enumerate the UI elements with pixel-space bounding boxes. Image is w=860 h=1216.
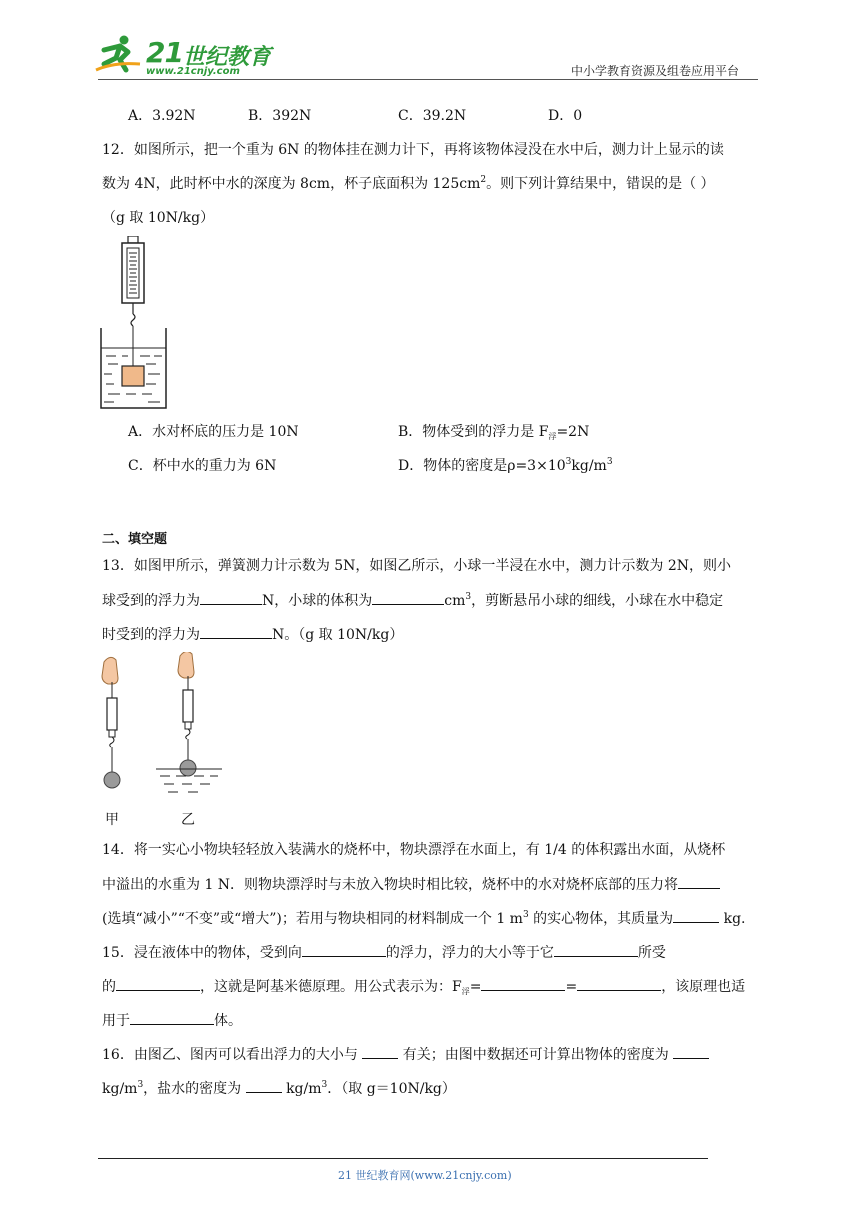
q12-stem-line1: 12．如图所示，把一个重为 6N 的物体挂在测力计下，再将该物体浸没在水中后，测力计上显示的读 [102, 142, 724, 158]
answer-blank[interactable] [362, 1044, 398, 1059]
q16-stem-line2: $kg/m^3$，盐水的密度为 $kg/m^3$．（取 g＝10N/kg） [102, 1080, 456, 1097]
answer-blank[interactable] [302, 942, 386, 957]
figure-label-yi: 乙 [181, 812, 195, 828]
header [0, 0, 860, 90]
hand-scale-ball-figure [98, 652, 228, 812]
q15-stem-line1: 15．浸在液体中的物体，受到向 的浮力，浮力的大小等于它 所受 [102, 942, 666, 963]
section-title: 二、填空题 [102, 532, 168, 547]
q14-stem-line1: 14．将一实心小物块轻轻放入装满水的烧杯中，物块漂浮在水面上，有 1/4 的体积露出水面，从烧杯 [102, 842, 726, 858]
logo-number: 21 [146, 36, 183, 69]
spring-scale-beaker-figure [98, 236, 170, 412]
q16-stem-line1: 16．由图乙、图丙可以看出浮力的大小与 有关；由图中数据还可计算出物体的密度为 [102, 1044, 709, 1065]
q12-stem-line3: （g 取 10N/kg） [102, 210, 215, 226]
answer-blank[interactable] [116, 976, 200, 991]
q12-option-b: B．物体受到的浮力是 $F_浮=2N$ [398, 424, 590, 441]
q11-option-b: B．392N [248, 108, 312, 124]
q12-option-c: C．杯中水的重力为 6N [128, 458, 277, 474]
q12-stem-line2: 数为 4N，此时杯中水的深度为 8cm，杯子底面积为 $125cm^2$。则下列计算结果中，错误的是（ ） [102, 175, 715, 192]
q12-option-a: A．水对杯底的压力是 10N [128, 424, 299, 440]
footer-divider [98, 1158, 708, 1159]
answer-blank[interactable] [130, 1010, 214, 1025]
answer-blank[interactable] [673, 1044, 709, 1059]
q13-stem-line1: 13．如图甲所示，弹簧测力计示数为 5N，如图乙所示，小球一半浸在水中，测力计示数为 2N，则小 [102, 558, 732, 574]
logo-url: www.21cnjy.com [146, 66, 240, 77]
q11-option-d: D．0 [548, 108, 583, 124]
answer-blank[interactable] [577, 976, 661, 991]
logo-text: 世纪教育 [183, 45, 272, 70]
q11-option-c: C．39.2N [398, 108, 467, 124]
q13-stem-line2: 球受到的浮力为 N，小球的体积为 $cm^3$，剪断悬吊小球的细线，小球在水中稳定 [102, 592, 724, 609]
q13-stem-line3: 时受到的浮力为 N。（g 取 10N/kg） [102, 624, 403, 645]
answer-blank[interactable] [673, 908, 719, 923]
answer-blank[interactable] [554, 942, 638, 957]
answer-blank[interactable] [372, 590, 444, 605]
header-divider [98, 79, 758, 80]
q14-stem-line3: (选填“减小”“不变”或“增大”)；若用与物块相同的材料制成一个 1 $m^3$ 的实心物体，其质量为 kg. [102, 910, 746, 927]
answer-blank[interactable] [246, 1078, 282, 1093]
figure-label-jia: 甲 [105, 812, 119, 828]
answer-blank[interactable] [200, 624, 272, 639]
logo-runner-icon [94, 34, 146, 74]
answer-blank[interactable] [678, 874, 720, 889]
q15-stem-line3: 用于 体。 [102, 1010, 242, 1031]
answer-blank[interactable] [200, 590, 262, 605]
answer-blank[interactable] [481, 976, 565, 991]
platform-name: 中小学教育资源及组卷应用平台 [571, 64, 740, 78]
q12-option-d: D．物体的密度是$\rho=3\times 10^3kg/m^3$ [398, 457, 613, 474]
q15-stem-line2: 的 ，这就是阿基米德原理。用公式表示为：$F_浮=$ = ，该原理也适 [102, 976, 745, 997]
q11-option-a: A．3.92N [128, 108, 196, 124]
footer-link[interactable]: 21 世纪教育网(www.21cnjy.com) [338, 1169, 512, 1182]
q14-stem-line2: 中溢出的水重为 1 N．则物块漂浮时与未放入物块时相比较，烧杯中的水对烧杯底部的压力将 [102, 874, 720, 895]
